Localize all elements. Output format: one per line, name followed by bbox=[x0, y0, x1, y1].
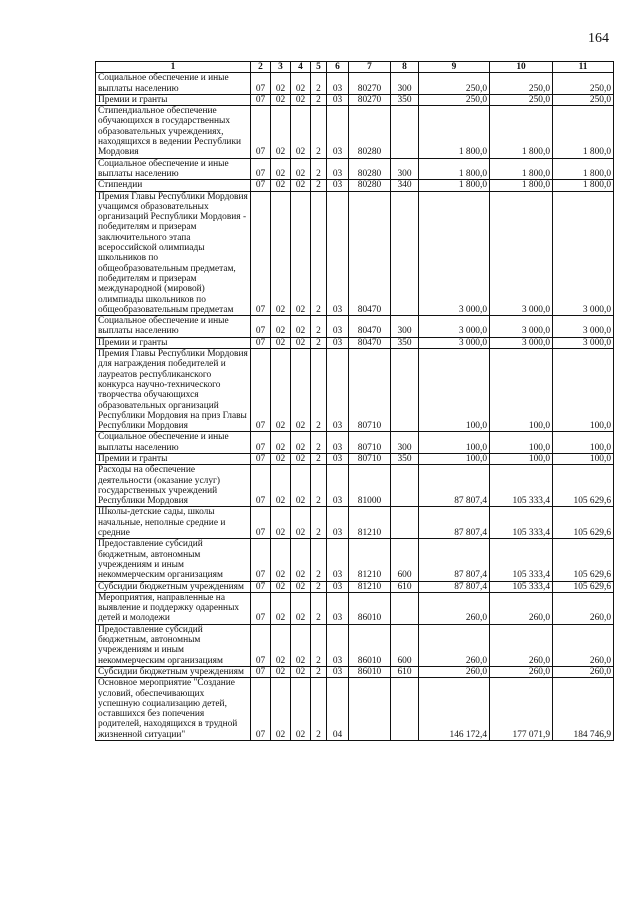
column-header: 7 bbox=[349, 62, 391, 73]
cell-subprogram: 2 bbox=[311, 180, 327, 191]
cell-amount-year-2: 100,0 bbox=[490, 349, 553, 432]
cell-amount-year-3: 105 629,6 bbox=[553, 581, 614, 592]
cell-program: 02 bbox=[291, 666, 311, 677]
cell-section: 07 bbox=[251, 180, 271, 191]
cell-item: 81210 bbox=[349, 581, 391, 592]
column-header: 11 bbox=[553, 62, 614, 73]
cell-measure: 03 bbox=[327, 349, 349, 432]
table-row bbox=[96, 678, 614, 741]
cell-amount-year-3: 3 000,0 bbox=[553, 316, 614, 338]
cell-item: 81000 bbox=[349, 465, 391, 507]
cell-subsection: 02 bbox=[271, 666, 291, 677]
cell-item: 80710 bbox=[349, 432, 391, 454]
cell-program: 02 bbox=[291, 180, 311, 191]
cell-expense-type: 340 bbox=[391, 180, 419, 191]
column-header: 10 bbox=[490, 62, 553, 73]
cell-item: 80470 bbox=[349, 316, 391, 338]
table-row bbox=[96, 106, 614, 158]
cell-subprogram: 2 bbox=[311, 106, 327, 158]
cell-amount-year-1: 3 000,0 bbox=[419, 191, 490, 316]
cell-subprogram: 2 bbox=[311, 465, 327, 507]
cell-section: 07 bbox=[251, 106, 271, 158]
cell-amount-year-1: 87 807,4 bbox=[419, 465, 490, 507]
cell-amount-year-1: 87 807,4 bbox=[419, 539, 490, 581]
table-row bbox=[96, 191, 614, 316]
cell-amount-year-3: 260,0 bbox=[553, 592, 614, 624]
cell-expense-type: 300 bbox=[391, 432, 419, 454]
column-header: 9 bbox=[419, 62, 490, 73]
column-header: 4 bbox=[291, 62, 311, 73]
header-row bbox=[96, 62, 614, 73]
cell-section: 07 bbox=[251, 191, 271, 316]
cell-amount-year-3: 250,0 bbox=[553, 94, 614, 105]
cell-expense-type bbox=[391, 465, 419, 507]
cell-item: 80470 bbox=[349, 191, 391, 316]
cell-name: Субсидии бюджетным учреждениям bbox=[96, 666, 251, 677]
cell-subsection: 02 bbox=[271, 106, 291, 158]
cell-amount-year-1: 260,0 bbox=[419, 666, 490, 677]
cell-amount-year-3: 260,0 bbox=[553, 666, 614, 677]
table-row bbox=[96, 180, 614, 191]
cell-amount-year-2: 105 333,4 bbox=[490, 581, 553, 592]
cell-amount-year-2: 1 800,0 bbox=[490, 158, 553, 180]
cell-name: Стипендиальное обеспечение обучающихся в государственных образовательных учреждениях, находящихся в ведении Республики Мордовия bbox=[96, 106, 251, 158]
cell-section: 07 bbox=[251, 581, 271, 592]
cell-name: Основное мероприятие "Создание условий, обеспечивающих успешную социализацию детей, оставшихся без попечения родителей, находящихся в трудной жизненной ситуации" bbox=[96, 678, 251, 741]
cell-amount-year-1: 1 800,0 bbox=[419, 106, 490, 158]
cell-item: 86010 bbox=[349, 592, 391, 624]
cell-amount-year-1: 250,0 bbox=[419, 94, 490, 105]
cell-expense-type bbox=[391, 106, 419, 158]
cell-measure: 03 bbox=[327, 180, 349, 191]
cell-measure: 03 bbox=[327, 539, 349, 581]
cell-subprogram: 2 bbox=[311, 592, 327, 624]
cell-measure: 03 bbox=[327, 191, 349, 316]
cell-amount-year-2: 3 000,0 bbox=[490, 337, 553, 348]
cell-measure: 03 bbox=[327, 592, 349, 624]
table-row bbox=[96, 465, 614, 507]
cell-section: 07 bbox=[251, 94, 271, 105]
budget-table bbox=[95, 61, 614, 741]
cell-section: 07 bbox=[251, 678, 271, 741]
cell-measure: 03 bbox=[327, 432, 349, 454]
table-row bbox=[96, 581, 614, 592]
cell-amount-year-3: 1 800,0 bbox=[553, 106, 614, 158]
cell-subsection: 02 bbox=[271, 191, 291, 316]
cell-name: Мероприятия, направленные на выявление и поддержку одаренных детей и молодежи bbox=[96, 592, 251, 624]
cell-program: 02 bbox=[291, 73, 311, 95]
cell-amount-year-1: 260,0 bbox=[419, 592, 490, 624]
cell-section: 07 bbox=[251, 666, 271, 677]
table-row bbox=[96, 432, 614, 454]
cell-subprogram: 2 bbox=[311, 191, 327, 316]
cell-expense-type: 610 bbox=[391, 666, 419, 677]
cell-section: 07 bbox=[251, 453, 271, 464]
table-row bbox=[96, 507, 614, 539]
cell-expense-type: 300 bbox=[391, 73, 419, 95]
cell-expense-type bbox=[391, 191, 419, 316]
cell-amount-year-1: 146 172,4 bbox=[419, 678, 490, 741]
cell-amount-year-1: 3 000,0 bbox=[419, 337, 490, 348]
cell-subsection: 02 bbox=[271, 592, 291, 624]
cell-expense-type: 300 bbox=[391, 316, 419, 338]
cell-amount-year-3: 1 800,0 bbox=[553, 180, 614, 191]
table-row bbox=[96, 349, 614, 432]
cell-program: 02 bbox=[291, 678, 311, 741]
cell-subsection: 02 bbox=[271, 337, 291, 348]
cell-expense-type bbox=[391, 349, 419, 432]
table-body bbox=[96, 73, 614, 741]
cell-amount-year-2: 100,0 bbox=[490, 432, 553, 454]
cell-subprogram: 2 bbox=[311, 581, 327, 592]
cell-subsection: 02 bbox=[271, 180, 291, 191]
column-header: 2 bbox=[251, 62, 271, 73]
cell-measure: 03 bbox=[327, 337, 349, 348]
cell-expense-type: 350 bbox=[391, 94, 419, 105]
cell-measure: 04 bbox=[327, 678, 349, 741]
cell-measure: 03 bbox=[327, 158, 349, 180]
cell-subsection: 02 bbox=[271, 465, 291, 507]
cell-subsection: 02 bbox=[271, 349, 291, 432]
cell-program: 02 bbox=[291, 106, 311, 158]
cell-measure: 03 bbox=[327, 453, 349, 464]
cell-program: 02 bbox=[291, 453, 311, 464]
cell-amount-year-2: 100,0 bbox=[490, 453, 553, 464]
cell-section: 07 bbox=[251, 158, 271, 180]
cell-name: Социальное обеспечение и иные выплаты населению bbox=[96, 432, 251, 454]
cell-subsection: 02 bbox=[271, 432, 291, 454]
cell-program: 02 bbox=[291, 465, 311, 507]
cell-expense-type: 350 bbox=[391, 337, 419, 348]
cell-amount-year-3: 100,0 bbox=[553, 453, 614, 464]
cell-section: 07 bbox=[251, 507, 271, 539]
cell-section: 07 bbox=[251, 539, 271, 581]
cell-amount-year-1: 100,0 bbox=[419, 453, 490, 464]
cell-subsection: 02 bbox=[271, 453, 291, 464]
cell-measure: 03 bbox=[327, 666, 349, 677]
cell-subprogram: 2 bbox=[311, 624, 327, 666]
cell-measure: 03 bbox=[327, 106, 349, 158]
cell-name: Предоставление субсидий бюджетным, автономным учреждениям и иным некоммерческим организациям bbox=[96, 624, 251, 666]
cell-name: Премии и гранты bbox=[96, 453, 251, 464]
cell-subprogram: 2 bbox=[311, 316, 327, 338]
cell-item: 80710 bbox=[349, 453, 391, 464]
cell-expense-type: 600 bbox=[391, 539, 419, 581]
page-number: 164 bbox=[588, 31, 609, 46]
cell-amount-year-2: 1 800,0 bbox=[490, 180, 553, 191]
cell-name: Социальное обеспечение и иные выплаты населению bbox=[96, 158, 251, 180]
table-row bbox=[96, 158, 614, 180]
column-header: 1 bbox=[96, 62, 251, 73]
cell-amount-year-3: 184 746,9 bbox=[553, 678, 614, 741]
cell-subprogram: 2 bbox=[311, 678, 327, 741]
cell-item: 80270 bbox=[349, 94, 391, 105]
cell-amount-year-2: 105 333,4 bbox=[490, 465, 553, 507]
cell-item bbox=[349, 678, 391, 741]
cell-item: 80470 bbox=[349, 337, 391, 348]
table-row bbox=[96, 316, 614, 338]
cell-name: Социальное обеспечение и иные выплаты населению bbox=[96, 73, 251, 95]
cell-amount-year-2: 250,0 bbox=[490, 94, 553, 105]
cell-expense-type bbox=[391, 507, 419, 539]
cell-subprogram: 2 bbox=[311, 158, 327, 180]
cell-amount-year-1: 1 800,0 bbox=[419, 180, 490, 191]
cell-amount-year-1: 87 807,4 bbox=[419, 581, 490, 592]
table-row bbox=[96, 73, 614, 95]
cell-measure: 03 bbox=[327, 316, 349, 338]
cell-amount-year-2: 250,0 bbox=[490, 73, 553, 95]
table-row bbox=[96, 453, 614, 464]
cell-program: 02 bbox=[291, 624, 311, 666]
cell-name: Премия Главы Республики Мордовия учащимся образовательных организаций Республики Мордовия - победителям и призерам заключительного этапа всероссийской олимпиады школьников по общеобразовательным предметам, победителям и призерам международной (мировой) олимпиады школьников по общеобразовательным предметам bbox=[96, 191, 251, 316]
cell-expense-type: 600 bbox=[391, 624, 419, 666]
cell-program: 02 bbox=[291, 191, 311, 316]
cell-program: 02 bbox=[291, 539, 311, 581]
cell-amount-year-3: 100,0 bbox=[553, 349, 614, 432]
cell-name: Премии и гранты bbox=[96, 94, 251, 105]
cell-section: 07 bbox=[251, 432, 271, 454]
cell-subprogram: 2 bbox=[311, 349, 327, 432]
cell-section: 07 bbox=[251, 465, 271, 507]
cell-subprogram: 2 bbox=[311, 666, 327, 677]
cell-item: 81210 bbox=[349, 539, 391, 581]
cell-amount-year-1: 100,0 bbox=[419, 432, 490, 454]
cell-program: 02 bbox=[291, 94, 311, 105]
column-header: 8 bbox=[391, 62, 419, 73]
cell-item: 80280 bbox=[349, 180, 391, 191]
cell-subsection: 02 bbox=[271, 94, 291, 105]
cell-amount-year-1: 100,0 bbox=[419, 349, 490, 432]
table-row bbox=[96, 666, 614, 677]
cell-name: Предоставление субсидий бюджетным, автономным учреждениям и иным некоммерческим организациям bbox=[96, 539, 251, 581]
cell-subsection: 02 bbox=[271, 581, 291, 592]
cell-name: Субсидии бюджетным учреждениям bbox=[96, 581, 251, 592]
column-header: 6 bbox=[327, 62, 349, 73]
cell-measure: 03 bbox=[327, 465, 349, 507]
cell-subsection: 02 bbox=[271, 507, 291, 539]
cell-amount-year-1: 3 000,0 bbox=[419, 316, 490, 338]
cell-amount-year-2: 105 333,4 bbox=[490, 507, 553, 539]
cell-amount-year-3: 250,0 bbox=[553, 73, 614, 95]
cell-subprogram: 2 bbox=[311, 453, 327, 464]
cell-item: 80710 bbox=[349, 349, 391, 432]
cell-subprogram: 2 bbox=[311, 507, 327, 539]
cell-item: 80280 bbox=[349, 158, 391, 180]
cell-amount-year-2: 3 000,0 bbox=[490, 191, 553, 316]
cell-section: 07 bbox=[251, 349, 271, 432]
cell-subprogram: 2 bbox=[311, 94, 327, 105]
cell-subsection: 02 bbox=[271, 158, 291, 180]
cell-name: Школы-детские сады, школы начальные, неполные средние и средние bbox=[96, 507, 251, 539]
cell-amount-year-1: 260,0 bbox=[419, 624, 490, 666]
cell-amount-year-3: 105 629,6 bbox=[553, 465, 614, 507]
cell-measure: 03 bbox=[327, 94, 349, 105]
cell-expense-type: 300 bbox=[391, 158, 419, 180]
cell-program: 02 bbox=[291, 581, 311, 592]
cell-item: 80280 bbox=[349, 106, 391, 158]
cell-expense-type: 350 bbox=[391, 453, 419, 464]
cell-subprogram: 2 bbox=[311, 539, 327, 581]
cell-subsection: 02 bbox=[271, 539, 291, 581]
cell-subsection: 02 bbox=[271, 73, 291, 95]
cell-amount-year-3: 1 800,0 bbox=[553, 158, 614, 180]
cell-amount-year-1: 87 807,4 bbox=[419, 507, 490, 539]
cell-amount-year-3: 3 000,0 bbox=[553, 191, 614, 316]
cell-name: Премия Главы Республики Мордовия для награждения победителей и лауреатов республиканского конкурса научно-технического творчества обучающихся образовательных организаций Республики Мордовия на приз Главы Республики Мордовия bbox=[96, 349, 251, 432]
cell-name: Расходы на обеспечение деятельности (оказание услуг) государственных учреждений Республики Мордовия bbox=[96, 465, 251, 507]
cell-section: 07 bbox=[251, 592, 271, 624]
table-row bbox=[96, 624, 614, 666]
column-header: 3 bbox=[271, 62, 291, 73]
cell-amount-year-1: 250,0 bbox=[419, 73, 490, 95]
cell-item: 80270 bbox=[349, 73, 391, 95]
cell-amount-year-1: 1 800,0 bbox=[419, 158, 490, 180]
cell-item: 86010 bbox=[349, 624, 391, 666]
cell-program: 02 bbox=[291, 507, 311, 539]
cell-amount-year-3: 3 000,0 bbox=[553, 337, 614, 348]
cell-amount-year-2: 177 071,9 bbox=[490, 678, 553, 741]
cell-program: 02 bbox=[291, 158, 311, 180]
cell-name: Стипендии bbox=[96, 180, 251, 191]
cell-amount-year-3: 100,0 bbox=[553, 432, 614, 454]
cell-subsection: 02 bbox=[271, 624, 291, 666]
cell-section: 07 bbox=[251, 624, 271, 666]
cell-program: 02 bbox=[291, 337, 311, 348]
table-row bbox=[96, 539, 614, 581]
cell-expense-type: 610 bbox=[391, 581, 419, 592]
cell-amount-year-3: 105 629,6 bbox=[553, 507, 614, 539]
cell-subsection: 02 bbox=[271, 316, 291, 338]
cell-subprogram: 2 bbox=[311, 337, 327, 348]
cell-measure: 03 bbox=[327, 624, 349, 666]
cell-subprogram: 2 bbox=[311, 432, 327, 454]
cell-name: Премии и гранты bbox=[96, 337, 251, 348]
cell-section: 07 bbox=[251, 73, 271, 95]
cell-amount-year-2: 1 800,0 bbox=[490, 106, 553, 158]
cell-program: 02 bbox=[291, 349, 311, 432]
cell-item: 86010 bbox=[349, 666, 391, 677]
cell-amount-year-2: 3 000,0 bbox=[490, 316, 553, 338]
cell-section: 07 bbox=[251, 316, 271, 338]
cell-program: 02 bbox=[291, 592, 311, 624]
cell-amount-year-2: 260,0 bbox=[490, 592, 553, 624]
cell-program: 02 bbox=[291, 432, 311, 454]
cell-amount-year-2: 260,0 bbox=[490, 666, 553, 677]
cell-expense-type bbox=[391, 678, 419, 741]
table-row bbox=[96, 337, 614, 348]
cell-program: 02 bbox=[291, 316, 311, 338]
cell-section: 07 bbox=[251, 337, 271, 348]
cell-amount-year-2: 260,0 bbox=[490, 624, 553, 666]
cell-name: Социальное обеспечение и иные выплаты населению bbox=[96, 316, 251, 338]
cell-expense-type bbox=[391, 592, 419, 624]
cell-measure: 03 bbox=[327, 73, 349, 95]
cell-amount-year-3: 260,0 bbox=[553, 624, 614, 666]
cell-measure: 03 bbox=[327, 507, 349, 539]
table-row bbox=[96, 592, 614, 624]
cell-measure: 03 bbox=[327, 581, 349, 592]
table-row bbox=[96, 94, 614, 105]
cell-amount-year-3: 105 629,6 bbox=[553, 539, 614, 581]
column-header: 5 bbox=[311, 62, 327, 73]
cell-amount-year-2: 105 333,4 bbox=[490, 539, 553, 581]
cell-subprogram: 2 bbox=[311, 73, 327, 95]
cell-item: 81210 bbox=[349, 507, 391, 539]
cell-subsection: 02 bbox=[271, 678, 291, 741]
